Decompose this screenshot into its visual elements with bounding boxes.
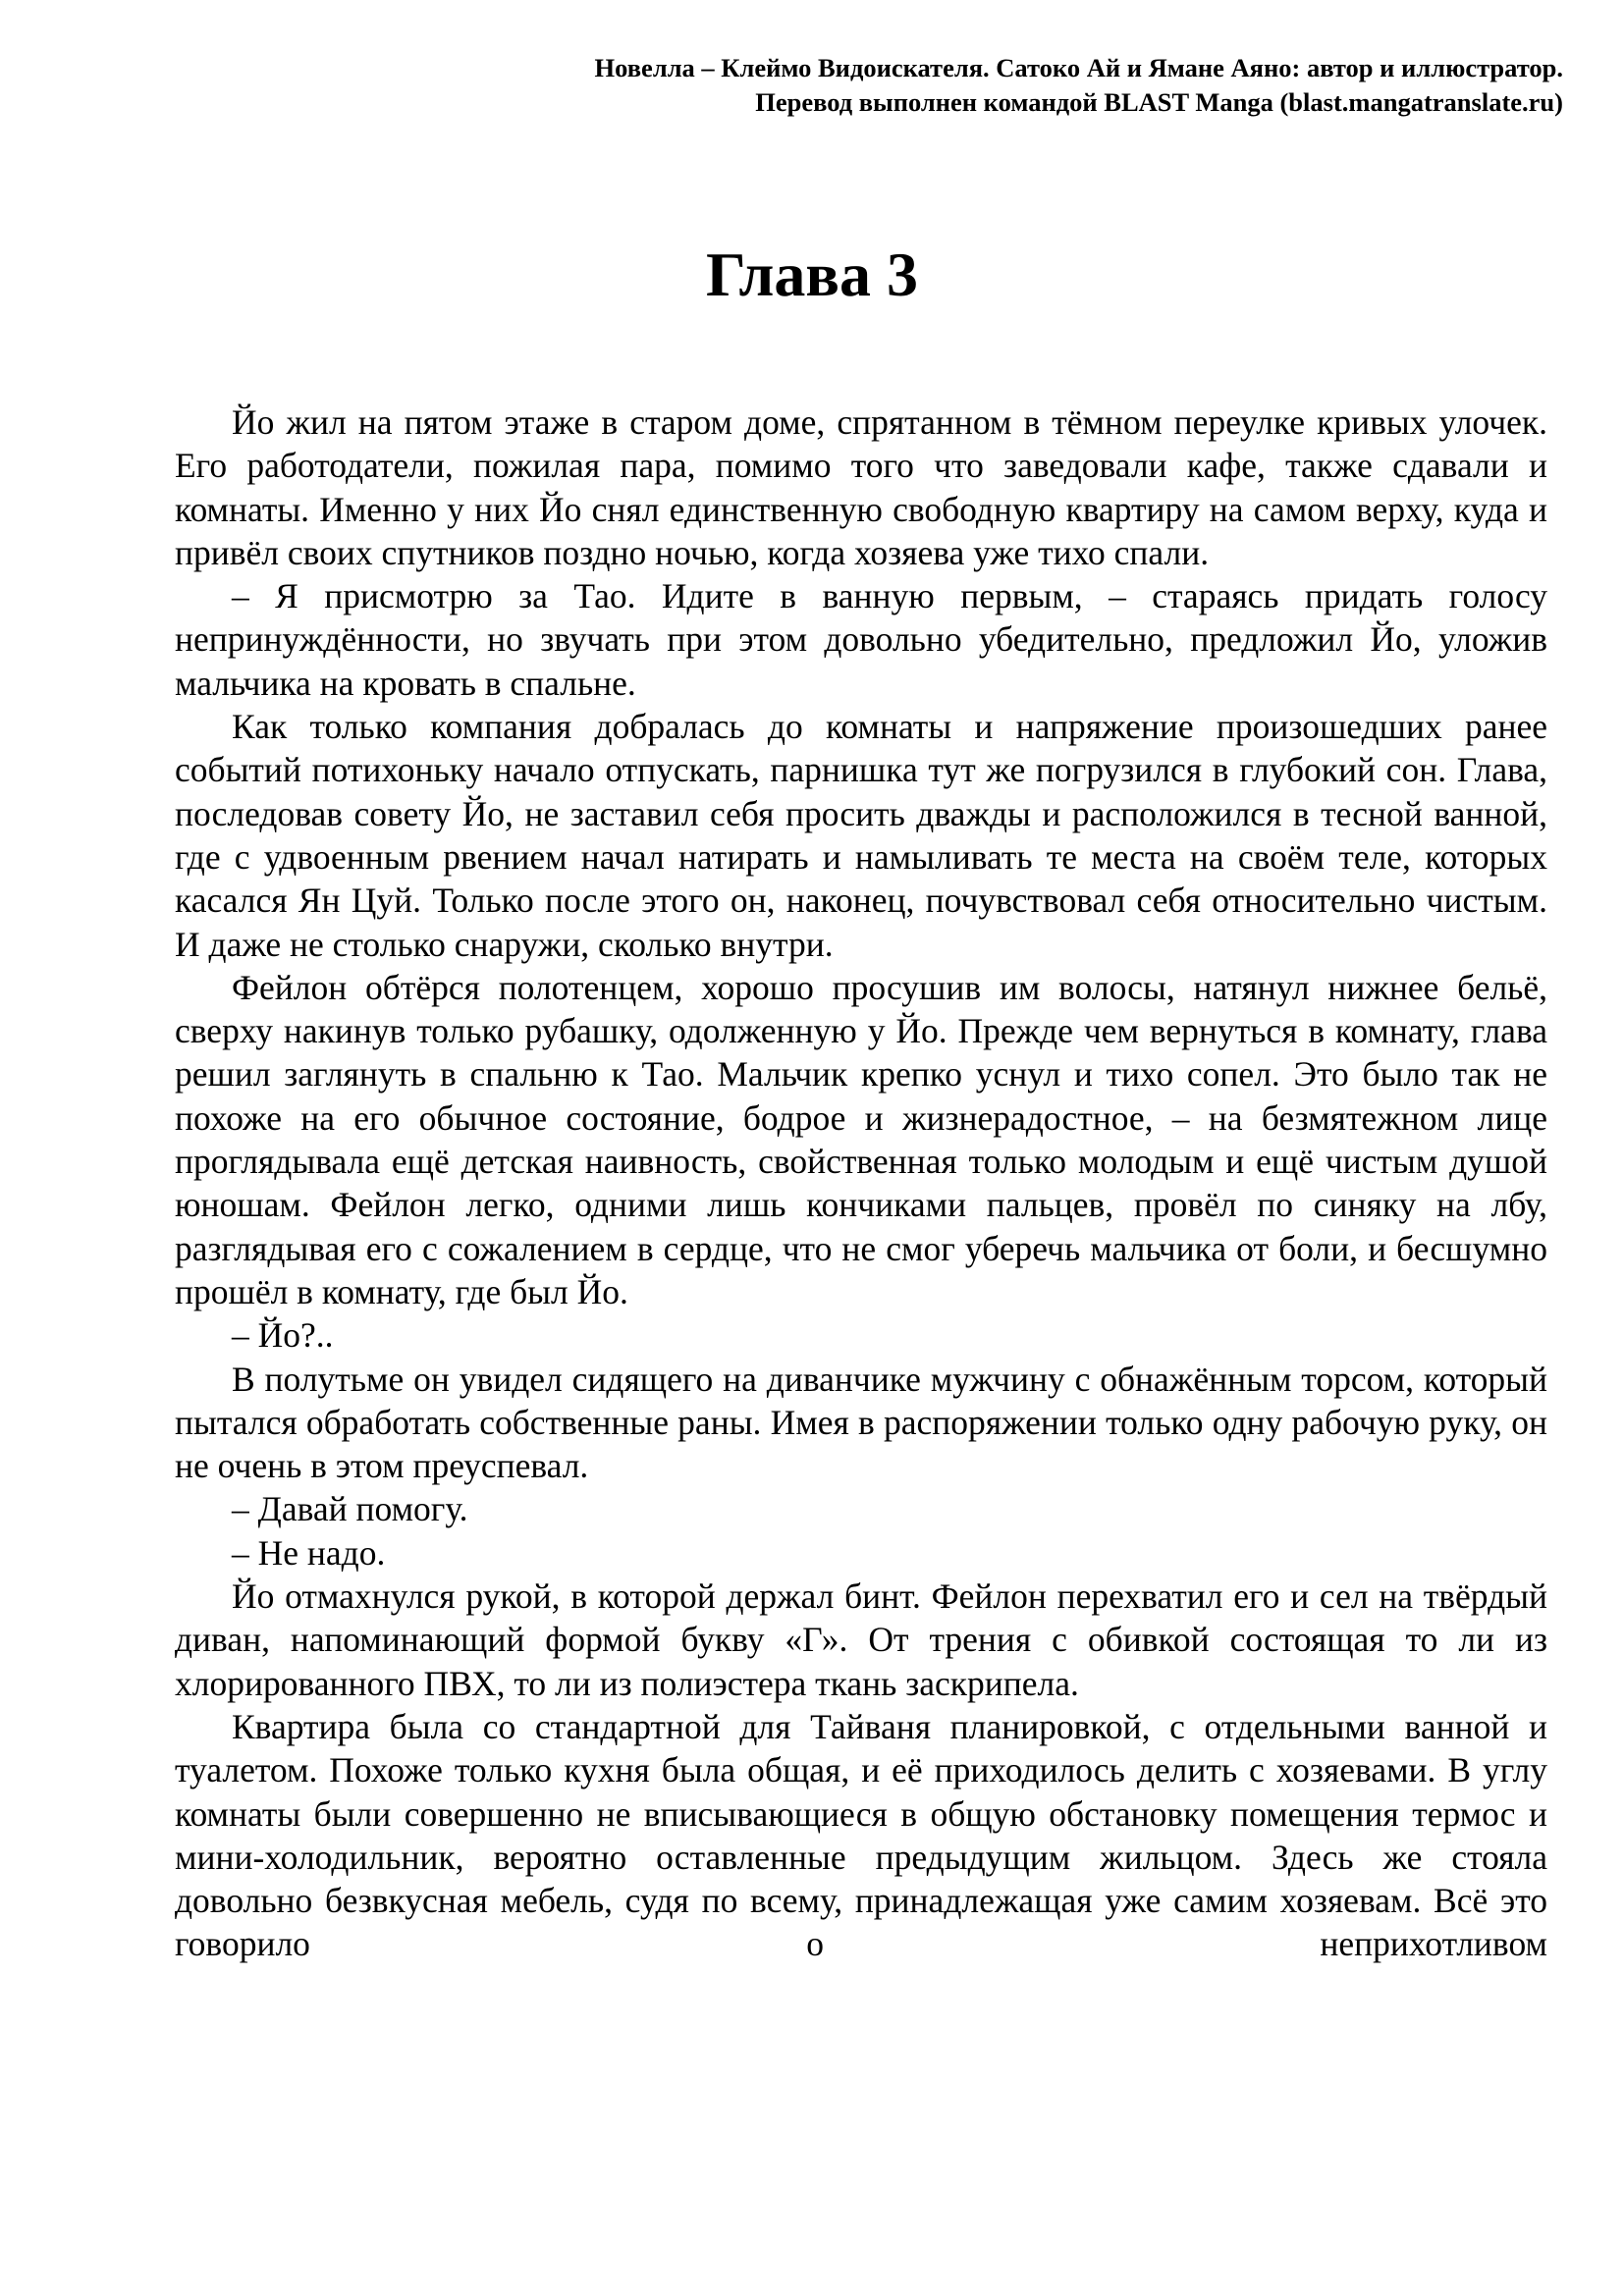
paragraph: – Не надо. — [232, 1532, 386, 1573]
paragraph: В полутьме он увидел сидящего на диванчике мужчину с обнажённым торсом, который пытался обработать собственные раны. Имея в распоряжении только одну рабочую руку, он не очень в этом преуспевал. — [175, 1359, 1547, 1486]
page-header — [287, 51, 1563, 120]
header-line-title: Новелла – Клеймо Видоискателя. Сатоко Ай и Ямане Аяно: автор и иллюстратор. — [594, 53, 1563, 82]
chapter-body — [175, 400, 1547, 1966]
paragraph: Как только компания добралась до комнаты и напряжение произошедших ранее событий потихоньку начало отпускать, парнишка тут же погрузился в глубокий сон. Глава, последовав совету Йо, не заставил себя просить дважды и расположился в тесной ванной, где с удвоенным рвением начал натирать и намыливать те места на своём теле, которых касался Ян Цуй. Только после этого он, наконец, почувствовал себя относительно чистым. И даже не столько снаружи, сколько внутри. — [175, 707, 1547, 964]
chapter-title: Глава 3 — [706, 240, 918, 309]
paragraph: – Йо?.. — [232, 1315, 334, 1356]
paragraph: Фейлон обтёрся полотенцем, хорошо просушив им волосы, натянул нижнее бельё, сверху накинув только рубашку, одолженную у Йо. Прежде чем вернуться в комнату, глава решил заглянуть в спальню к Тао. Мальчик крепко уснул и тихо сопел. Это было так не похоже на его обычное состояние, бодрое и жизнерадостное, – на безмятежном лице проглядывала ещё детская наивность, свойственная только молодым и ещё чистым душой юношам. Фейлон легко, одними лишь кончиками пальцев, провёл по синяку на лбу, разглядывая его с сожалением в сердце, что не смог уберечь мальчика от боли, и бесшумно прошёл в комнату, где был Йо. — [175, 967, 1547, 1311]
paragraph: – Давай помогу. — [232, 1489, 468, 1529]
header-line-translation: Перевод выполнен командой BLAST Manga (blast.mangatranslate.ru) — [755, 87, 1563, 117]
paragraph: Йо жил на пятом этаже в старом доме, спрятанном в тёмном переулке кривых улочек. Его работодатели, пожилая пара, помимо того что заведовали кафе, также сдавали и комнаты. Именно у них Йо снял единственную свободную квартиру на самом верху, куда и привёл своих спутников поздно ночью, когда хозяева уже тихо спали. — [175, 402, 1547, 572]
paragraph: – Я присмотрю за Тао. Идите в ванную первым, – стараясь придать голосу непринуждённости, но звучать при этом довольно убедительно, предложил Йо, уложив мальчика на кровать в спальне. — [175, 576, 1547, 703]
paragraph: Квартира была со стандартной для Тайваня планировкой, с отдельными ванной и туалетом. Похоже только кухня была общая, и её приходилось делить с хозяевами. В углу комнаты были совершенно не вписывающиеся в общую обстановку помещения термос и мини-холодильник, вероятно оставленные предыдущим жильцом. Здесь же стояла довольно безвкусная мебель, судя по всему, принадлежащая уже самим хозяевам. Всё это говорило о неприхотливом — [175, 1706, 1547, 1964]
paragraph: Йо отмахнулся рукой, в которой держал бинт. Фейлон перехватил его и сел на твёрдый диван, напоминающий формой букву «Г». От трения с обивкой состоящая то ли из хлорированного ПВХ, то ли из полиэстера ткань заскрипела. — [175, 1576, 1547, 1703]
